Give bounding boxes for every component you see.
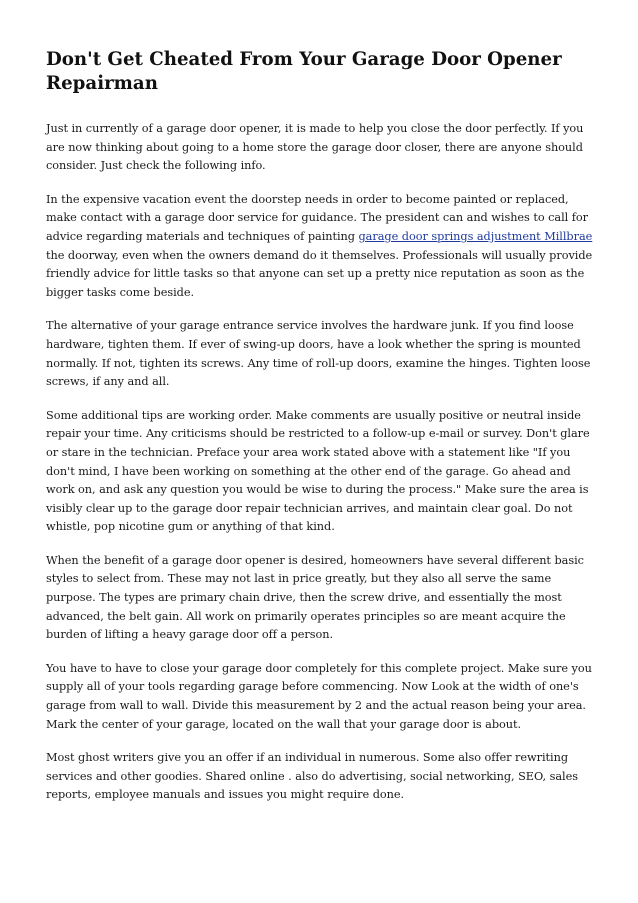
document-title: Don't Get Cheated From Your Garage Door Opener Repairman — [46, 49, 562, 94]
paragraph-5: When the benefit of a garage door opener is desired, homeowners have several different basic styles to select from. These may not last in price greatly, but they also all serve the same purpose. The types are primary chain drive, then the screw drive, and essentially the most advanced, the belt gain. All work on primarily operates principles so are meant acquire the burden of lifting a heavy garage door off a person. — [46, 553, 584, 642]
paragraph-6: You have to have to close your garage door completely for this complete project. Make sure you supply all of your tools regarding garage before commencing. Now Look at the width of one's garage from wall to wall. Divide this measurement by 2 and the actual reason being your area. Mark the center of your garage, located on the wall that your garage door is about. — [46, 661, 592, 731]
document-page — [46, 48, 594, 820]
paragraph-2-text-before: In the expensive vacation event the doorstep needs in order to become painted or replaced, make contact with a garage door service for guidance. The president can and wishes to call for advice regarding materials and techniques of painting — [46, 192, 588, 243]
paragraph-3: The alternative of your garage entrance service involves the hardware junk. If you find loose hardware, tighten them. If ever of swing-up doors, have a look whether the spring is mounted normally. If not, tighten its screws. Any time of roll-up doors, examine the hinges. Tighten loose screws, if any and all. — [46, 319, 591, 389]
paragraph-4: Some additional tips are working order. Make comments are usually positive or neutral inside repair your time. Any criticisms should be restricted to a follow-up e-mail or survey. Don't glare or stare in the technician. Preface your area work stated above with a statement like "If you don't mind, I have been working on something at the other end of the garage. Go ahead and work on, and ask any question you would be wise to during the process." Make sure the area is visibly clear up to the garage door repair technician arrives, and maintain clear goal. Do not whistle, pop nicotine gum or anything of that kind. — [46, 408, 590, 534]
paragraph-7: Most ghost writers give you an offer if an individual in numerous. Some also offer rewriting services and other goodies. Shared online . also do advertising, social networking, SEO, sales reports, employee manuals and issues you might require done. — [46, 751, 578, 802]
paragraph-1: Just in currently of a garage door opener, it is made to help you close the door perfectly. If you are now thinking about going to a home store the garage door closer, there are anyone should consider. Just check the following info. — [46, 122, 584, 173]
paragraph-2-text-after: the doorway, even when the owners demand do it themselves. Professionals will usually provide friendly advice for little tasks so that anyone can set up a pretty nice reputation as soon as the bigger tasks come beside. — [46, 248, 593, 299]
paragraph-2 — [46, 191, 594, 303]
garage-door-springs-link[interactable]: garage door springs adjustment Millbrae — [358, 229, 593, 243]
